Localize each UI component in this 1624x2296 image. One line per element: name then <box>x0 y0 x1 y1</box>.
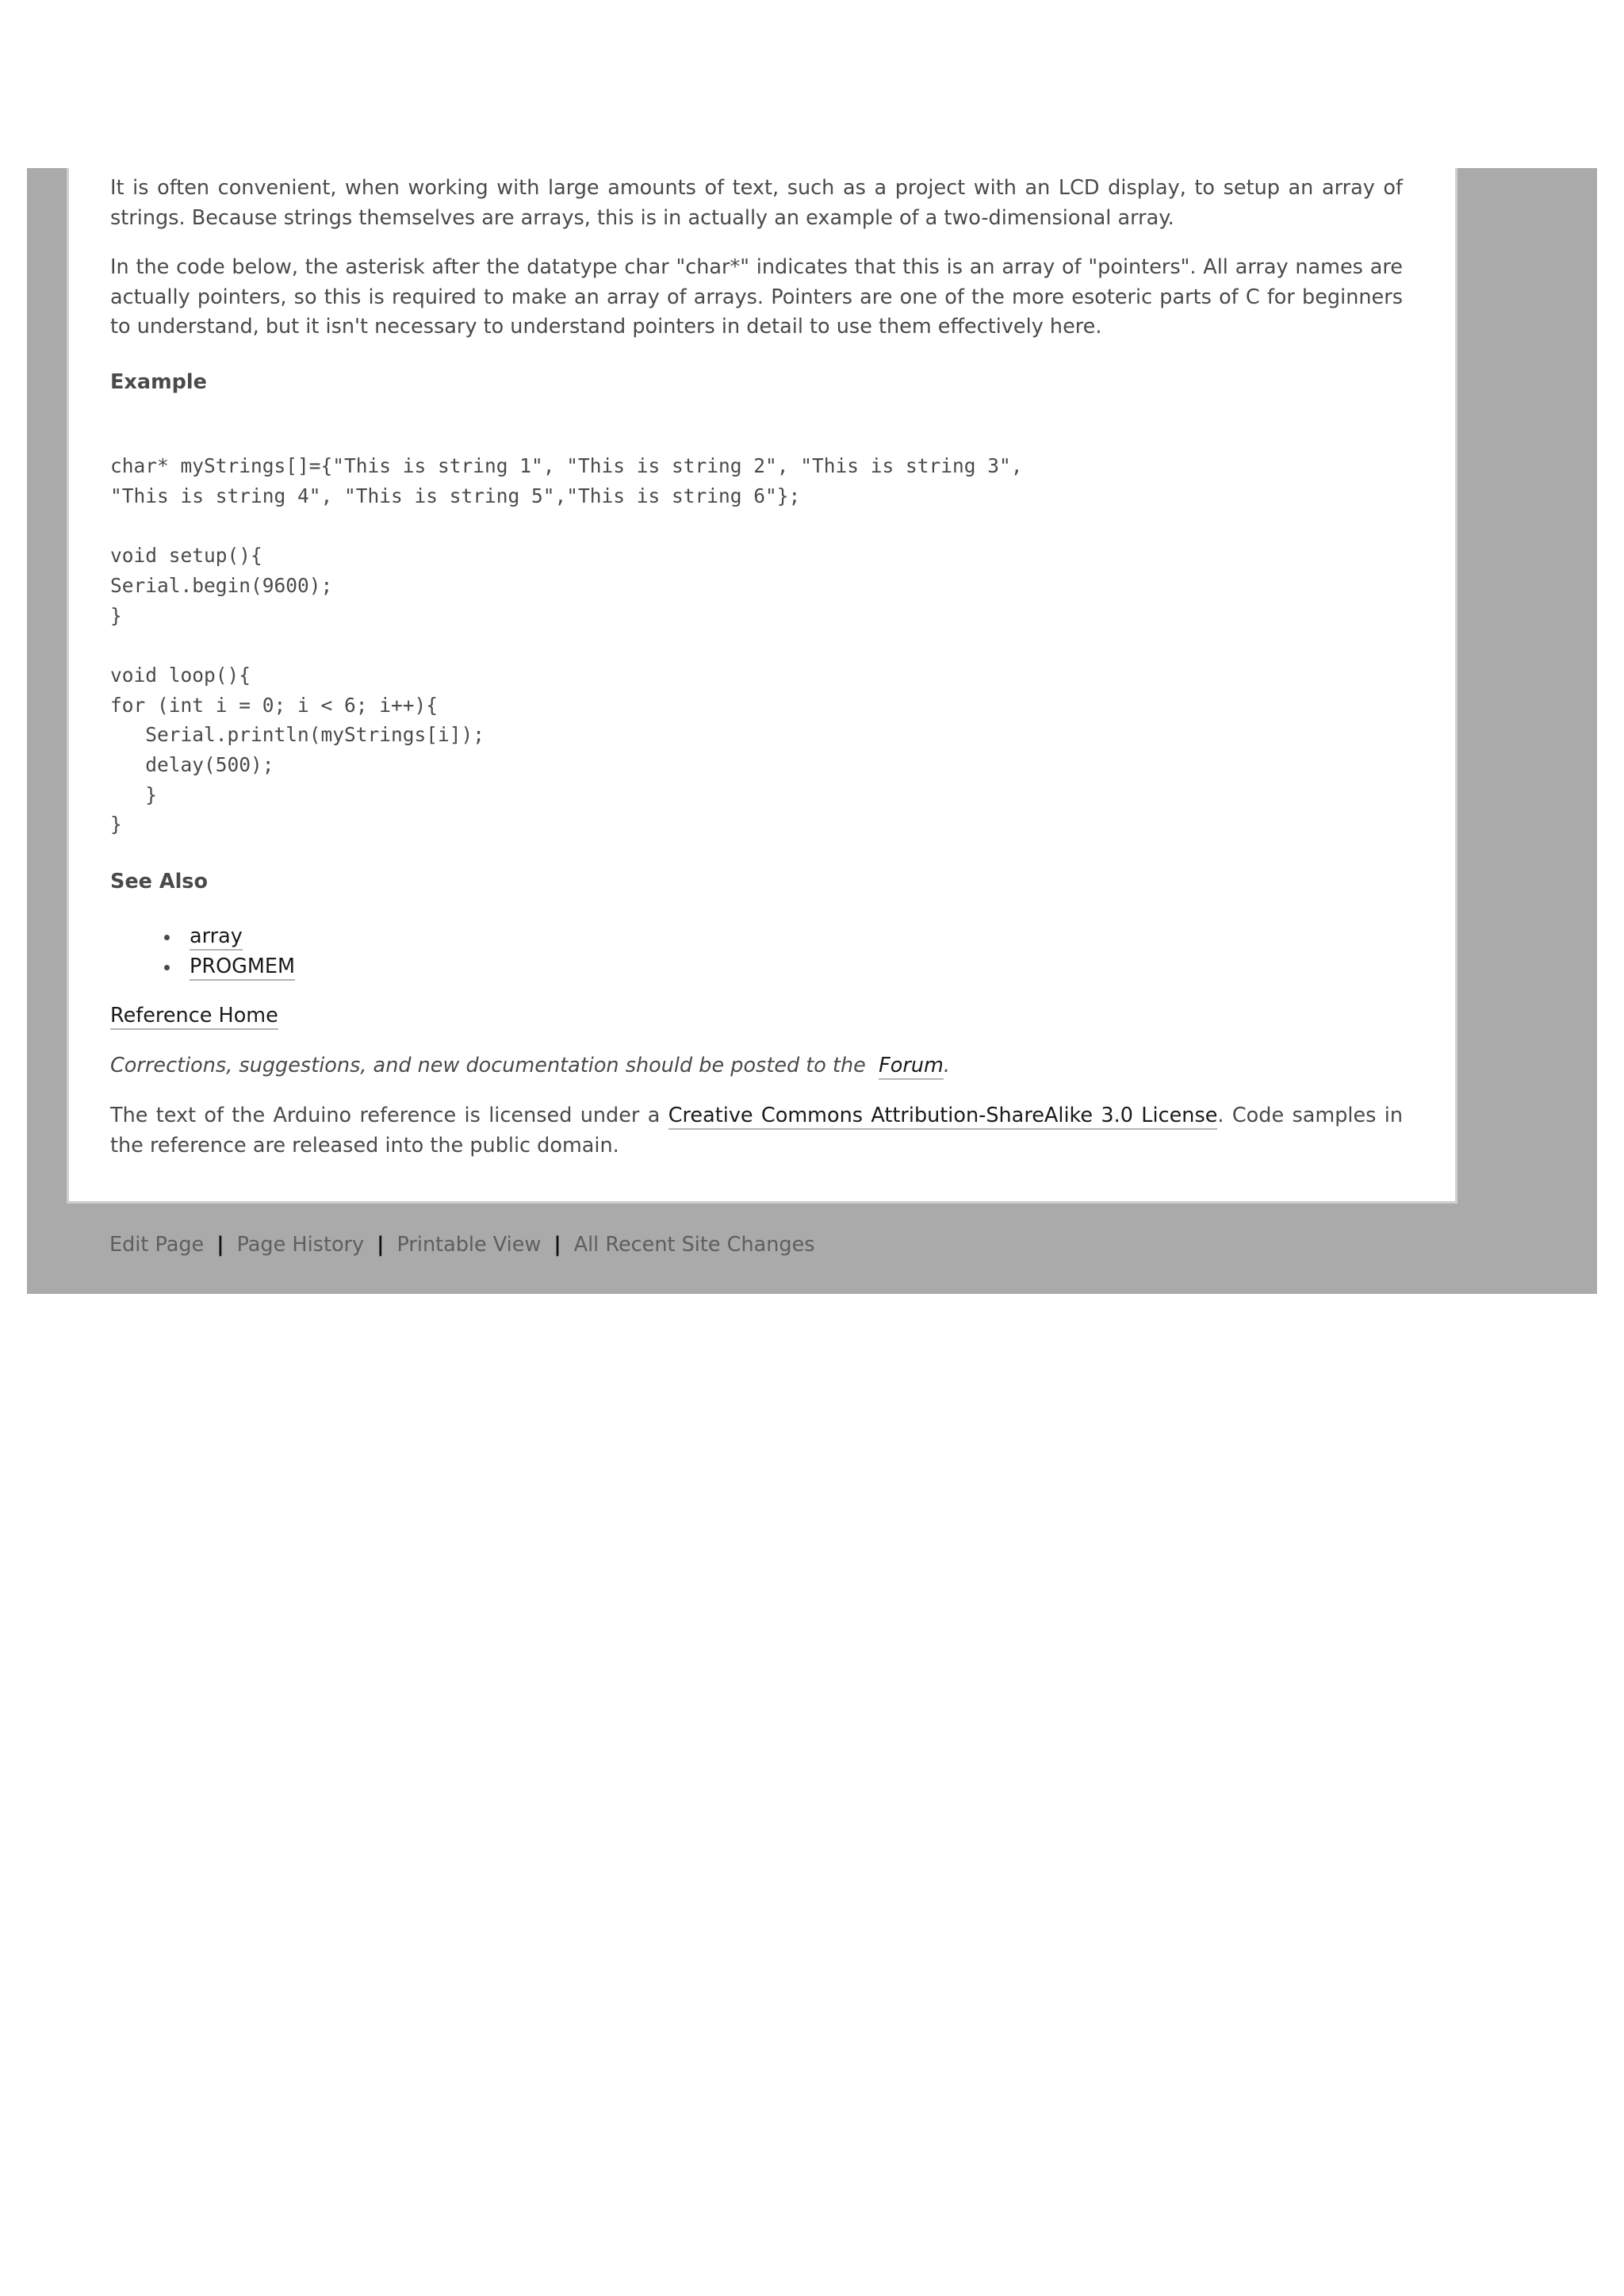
code-example: char* myStrings[]={"This is string 1", "This is string 2", "This is string 3", "This is string 4", "This is string 5","This is string 6"}; void setup(){ Serial.begin(9600); } void loop(){ for (int i = 0; i < 6; i++){ Serial.println(myStrings[i]); delay(500); } } <box>110 454 1023 836</box>
corrections-end: . <box>943 1054 950 1077</box>
pointers-paragraph: In the code below, the asterisk after the datatype char "char*" indicates that this is an array of "pointers". All array names are actually pointers, so this is required to make an array of arrays. Pointers are one of the more esoteric parts of C for beginners to understand, but it isn't necessary to understand pointers in detail to use them effectively here. <box>110 255 1403 339</box>
page-frame <box>27 168 1597 1294</box>
corrections-paragraph <box>110 1051 1403 1081</box>
intro-paragraph: It is often convenient, when working with large amounts of text, such as a project with an LCD display, to setup an array of strings. Because strings themselves are arrays, this is in actually an example of a two-dimensional array. <box>110 176 1403 230</box>
edit-page-link[interactable]: Edit Page <box>109 1233 205 1257</box>
footer-nav <box>109 1230 815 1261</box>
list-item <box>110 922 295 952</box>
reference-home-row <box>110 1001 278 1031</box>
footer-separator: | <box>216 1233 224 1257</box>
example-heading: Example <box>110 370 207 394</box>
license-link[interactable]: Creative Commons Attribution-ShareAlike 3.0 License <box>668 1104 1218 1130</box>
corrections-text: Corrections, suggestions, and new documentation should be posted to the <box>110 1054 866 1077</box>
page-history-link[interactable]: Page History <box>236 1233 365 1257</box>
license-prefix: The text of the Arduino reference is licensed under a <box>110 1104 661 1127</box>
see-also-heading: See Also <box>110 870 209 894</box>
content-area <box>67 168 1457 1203</box>
see-also-link-array[interactable]: array <box>190 924 243 951</box>
list-item <box>110 952 295 982</box>
footer-separator: | <box>377 1233 385 1257</box>
license-suffix: . Code samples in the reference are released into the public domain. <box>110 1104 1404 1158</box>
see-also-list <box>110 922 295 982</box>
see-also-link-progmem[interactable]: PROGMEM <box>190 955 295 981</box>
license-paragraph <box>110 1101 1403 1161</box>
reference-home-link[interactable]: Reference Home <box>110 1004 278 1030</box>
recent-site-changes-link[interactable]: All Recent Site Changes <box>573 1233 815 1257</box>
forum-link[interactable]: Forum <box>879 1054 944 1080</box>
footer-separator: | <box>553 1233 561 1257</box>
printable-view-link[interactable]: Printable View <box>396 1233 542 1257</box>
